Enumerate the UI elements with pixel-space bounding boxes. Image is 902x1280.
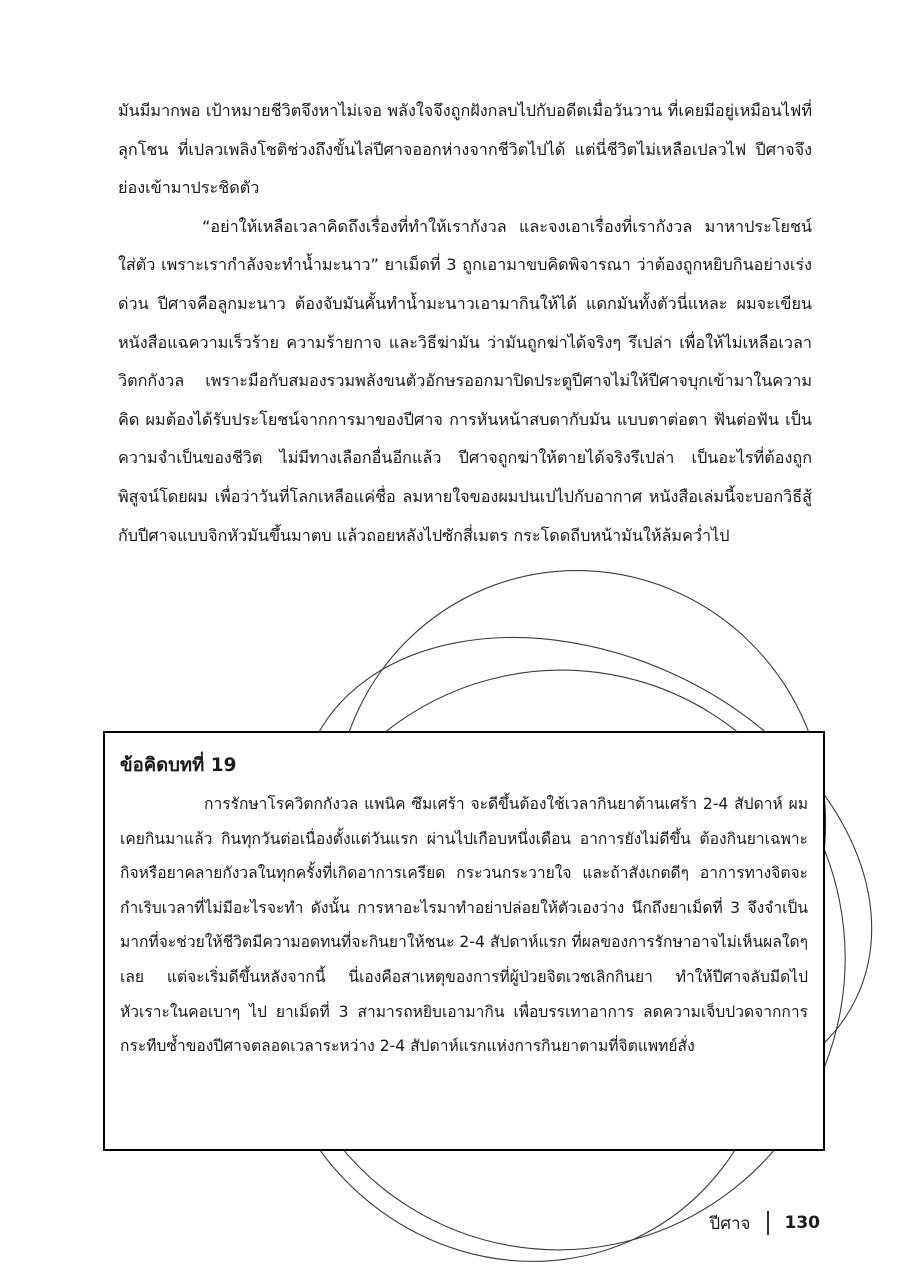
footer-book-title: ปีศาจ xyxy=(709,1213,751,1234)
main-text xyxy=(118,92,812,555)
reflection-title: ข้อคิดบทที่ 19 xyxy=(120,755,237,776)
chapter-reflection-box xyxy=(103,731,825,1151)
page-number: 130 xyxy=(784,1213,820,1233)
reflection-text: การรักษาโรควิตกกังวล แพนิค ซึมเศร้า จะดีขึ้นต้องใช้เวลากินยาต้านเศร้า 2-4 สัปดาห์ ผมเคยกินมาแล้ว กินทุกวันต่อเนื่องตั้งแต่วันแรก ผ่านไปเกือบหนึ่งเดือน อาการยังไม่ดีขึ้น ต้องกินยาเฉพาะกิจหรือยาคลายกังวลในทุกครั้งที่เกิดอาการเครียด กระวนกระวายใจ และถ้าสังเกตดีๆ อาการทางจิตจะกำเริบเวลาที่ไม่มีอะไรจะทำ ดังนั้น การหาอะไรมาทำอย่าปล่อยให้ตัวเองว่าง นึกถึงยาเม็ดที่ 3 จึงจำเป็นมากที่จะช่วยให้ชีวิตมีความอดทนที่จะกินยาให้ชนะ 2-4 สัปดาห์แรก ที่ผลของการรักษาอาจไม่เห็นผลใดๆ เลย แต่จะเริ่มดีขึ้นหลังจากนี้ นี่เองคือสาเหตุของการที่ผู้ป่วยจิตเวชเลิกกินยา ทำให้ปีศาจลับมีดไป หัวเราะในคอเบาๆ ไป ยาเม็ดที่ 3 สามารถหยิบเอามากิน เพื่อบรรเทาอาการ ลดความเจ็บปวดจากการกระทืบซ้ำของปีศาจตลอดเวลาระหว่าง 2-4 สัปดาห์แรกแห่งการกินยาตามที่จิตแพทย์สั่ง xyxy=(120,795,808,1056)
page-footer xyxy=(709,1208,820,1238)
footer-divider xyxy=(767,1211,769,1235)
body-paragraph-1: มันมีมากพอ เป้าหมายชีวิตจึงหาไม่เจอ พลังใจจึงถูกฝังกลบไปกับอดีตเมื่อวันวาน ที่เคยมีอยู่เหมือนไฟที่ลุกโชน ที่เปลวเพลิงโชติช่วงถึงขั้นไล่ปีศาจออกห่างจากชีวิตไปได้ แต่นี่ชีวิตไม่เหลือเปลวไฟ ปีศาจจึงย่องเข้ามาประชิดตัว xyxy=(118,101,812,198)
body-paragraph-2: “อย่าให้เหลือเวลาคิดถึงเรื่องที่ทำให้เรากังวล และจงเอาเรื่องที่เรากังวล มาหาประโยชน์ใส่ตัว เพราะเรากำลังจะทำน้ำมะนาว” ยาเม็ดที่ 3 ถูกเอามาขบคิดพิจารณา ว่าต้องถูกหยิบกินอย่างเร่งด่วน ปีศาจคือลูกมะนาว ต้องจับมันคั้นทำน้ำมะนาวเอามากินให้ได้ แดกมันทั้งตัวนี่แหละ ผมจะเขียนหนังสือแฉความเร็วร้าย ความร้ายกาจ และวิธีฆ่ามัน ว่ามันถูกฆ่าได้จริงๆ รึเปล่า เพื่อให้ไม่เหลือเวลาวิตกกังวล เพราะมือกับสมองรวมพลังขนตัวอักษรออกมาปิดประตูปีศาจไม่ให้ปีศาจบุกเข้ามาในความคิด ผมต้องได้รับประโยชน์จากการมาของปีศาจ การหันหน้าสบตากับมัน แบบตาต่อตา ฟันต่อฟัน เป็นความจำเป็นของชีวิต ไม่มีทางเลือกอื่นอีกแล้ว ปีศาจถูกฆ่าให้ตายได้จริงรึเปล่า เป็นอะไรที่ต้องถูกพิสูจน์โดยผม เพื่อว่าวันที่โลกเหลือแค่ชื่อ ลมหายใจของผมปนเปไปกับอากาศ หนังสือเล่มนี้จะบอกวิธีสู้กับปีศาจแบบจิกหัวมันขึ้นมาตบ แล้วถอยหลังไปซักสี่เมตร กระโดดถีบหน้ามันให้ล้มคว่ำไป xyxy=(118,216,812,545)
